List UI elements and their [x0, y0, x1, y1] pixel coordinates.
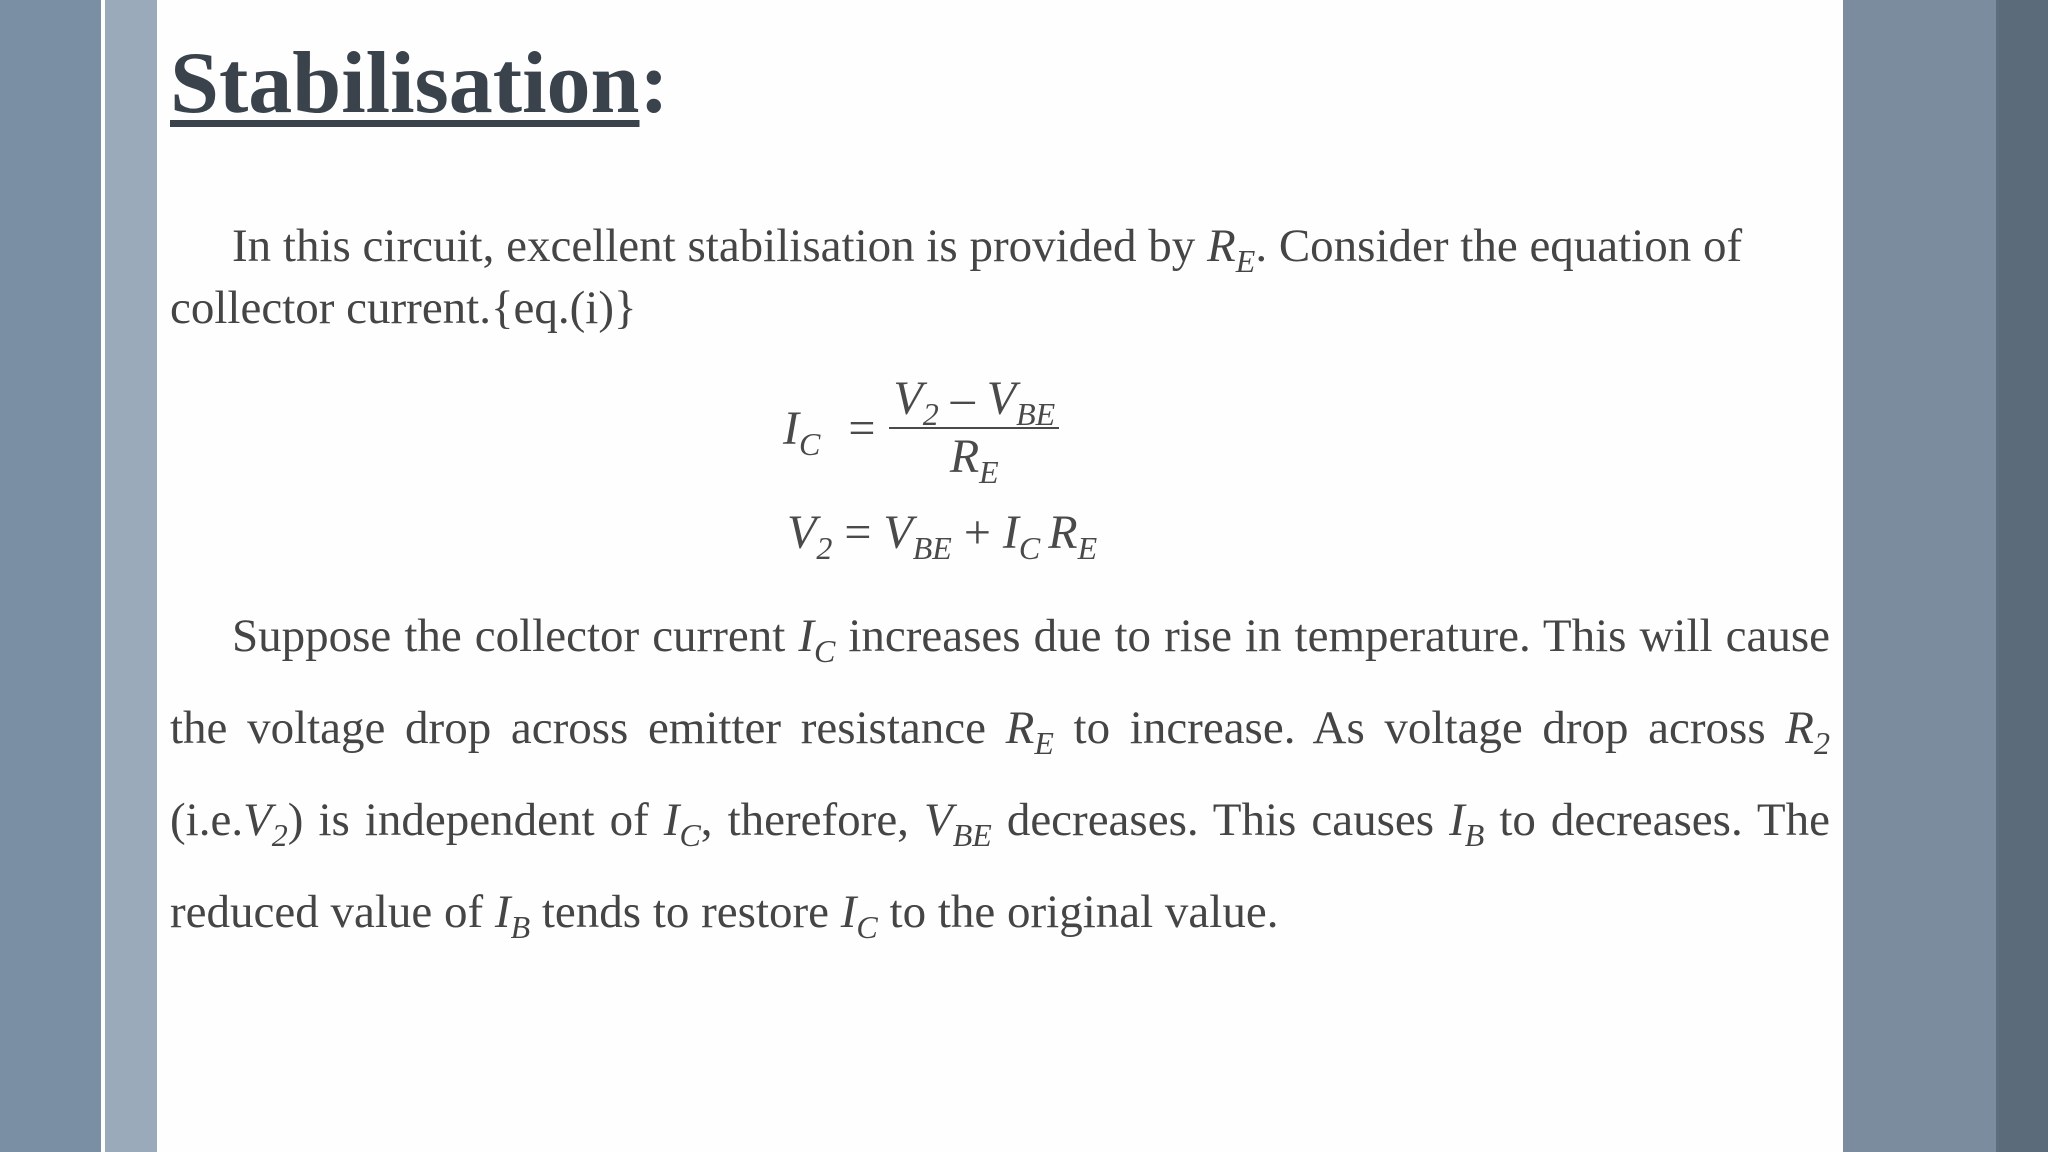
explanation-paragraph: Suppose the collector current $I_C$ increases due to rise in temperature. This will cause the voltage drop across emitter resistance $R_E$ to increase. As voltage drop across $R_2$ $(i.e.V_2)$ is independent of $I_C$, therefore, $V_{BE}$ decreases. This causes $I_B$ to decreases. The reduced value of $I_B$ tends to restore $I_C$ to the original value. — [170, 610, 1830, 945]
slide-content — [157, 0, 1843, 1152]
re-symbol: $R_E$ — [1207, 220, 1256, 279]
slide-title-colon: : — [639, 35, 669, 132]
left-inner-band — [105, 0, 157, 1152]
fraction-denominator: $R_E$ — [949, 430, 999, 490]
slide-title — [170, 35, 669, 132]
intro-paragraph: In this circuit, excellent stabilisation is provided by $R_E$. Consider the equation of collector current.{eq.(i)} — [170, 220, 1743, 334]
fraction-numerator: $V_2 - V_{BE}$ — [889, 371, 1059, 429]
equals-sign: = — [848, 401, 876, 455]
right-border-band — [1999, 0, 2048, 1152]
right-inner-band — [1843, 0, 1998, 1152]
fraction — [889, 371, 1059, 490]
left-border-band — [0, 0, 103, 1152]
base-voltage-equation: $V_2 = V_{BE} + I_C$ $R_E$ — [787, 506, 1098, 566]
collector-current-equation — [783, 368, 1059, 488]
slide-title-text: Stabilisation — [170, 35, 640, 132]
ic-symbol: $I_C$ — [783, 401, 821, 462]
